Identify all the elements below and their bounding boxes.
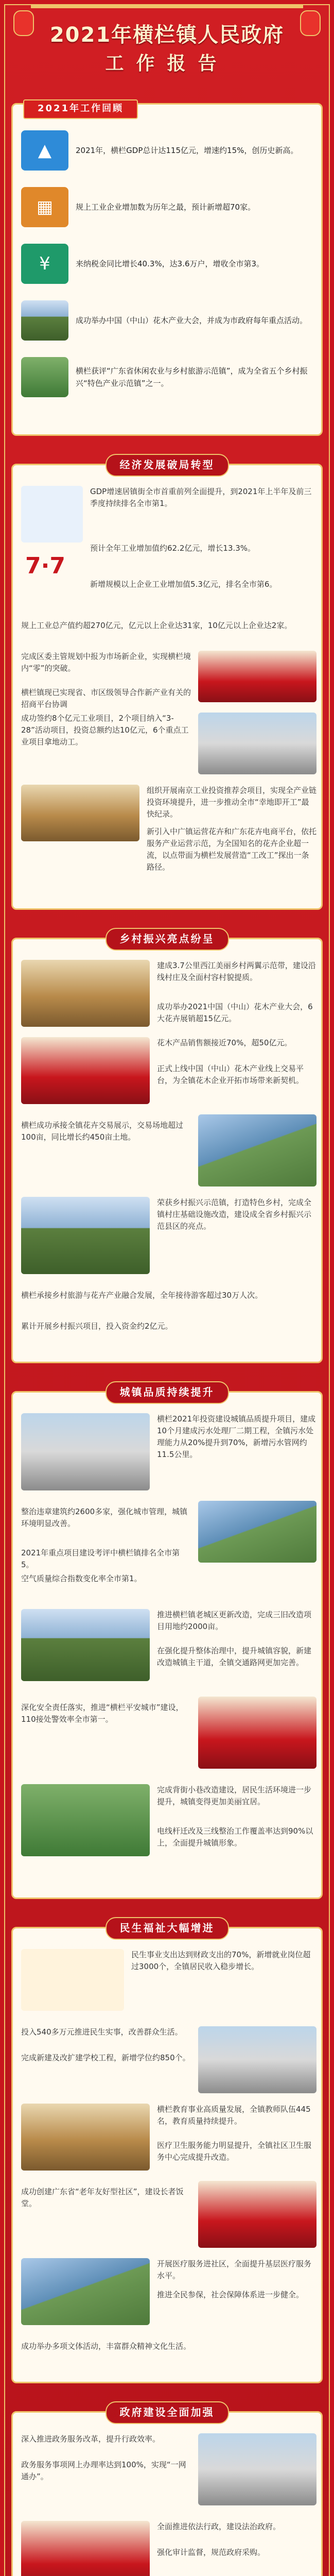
review-text-5: 横栏获评“广东省休闲农业与乡村旅游示范镇”，成为全省五个乡村振兴“特色产业示范镇”之一。 bbox=[76, 366, 308, 388]
economy-text-8: 组织开展南京工业投资推荐会项目，实现全产业链投资环境提升，进一步推动全市“幸地即开工”最快纪录。 bbox=[147, 786, 317, 819]
section-title-economy: 经济发展破局转型 bbox=[106, 454, 229, 477]
elder-care-photo bbox=[198, 2181, 317, 2248]
city-text-1: 横栏2021年投资建设城镇品质提升项目，建成10个月建成污水处理厂二期工程，全镇污水处理能力从20%提升到70%，新增污水管网约11.5公里。 bbox=[157, 1414, 316, 1459]
review-item-4 bbox=[21, 300, 313, 341]
review-text-3: 来纳税金同比增长40.3%，达3.6万户，增收全市第3。 bbox=[76, 259, 265, 268]
government-text-1: 深入推进政务服务改革，提升行政效率。 bbox=[21, 2434, 161, 2444]
livelihood-text-2: 投入540多万元推进民生实事，改善群众生活。 bbox=[21, 2027, 183, 2037]
economy-text-5: 完成区委主管规划中报为市场新企业，实现横栏境内“零”的突破。 bbox=[21, 652, 191, 673]
rural-text-4: 正式上线中国（中山）花木产业线上交易平台，为全镇花木企业开拓市场带来新契机。 bbox=[157, 1064, 304, 1085]
lantern-decoration bbox=[300, 10, 321, 36]
review-item-1 bbox=[21, 130, 313, 171]
alley-photo bbox=[21, 1784, 150, 1856]
school-photo bbox=[198, 2026, 317, 2093]
section-review bbox=[11, 103, 323, 436]
lantern-decoration bbox=[13, 10, 34, 36]
economy-text-1: GDP增速居镇街全市首重前列全面提升，到2021年上半年及前三季度持续排名全市第1。 bbox=[90, 487, 312, 508]
livelihood-text-6: 成功创建广东省“老年友好型社区”，建设长者饭堂。 bbox=[21, 2187, 184, 2208]
coin-icon: ¥ bbox=[21, 244, 68, 284]
ceremony-photo bbox=[21, 1037, 150, 1104]
growth-chart-icon bbox=[21, 486, 83, 543]
sewage-plant-photo bbox=[21, 1413, 150, 1490]
award-photo bbox=[21, 2521, 150, 2576]
hospital-photo bbox=[21, 2258, 150, 2325]
city-text-8: 完成背街小巷改造建设，居民生活环境进一步提升，城镇变得更加美丽宜居。 bbox=[157, 1785, 312, 1806]
government-text-3: 全面推进依法行政，建设法治政府。 bbox=[157, 2522, 281, 2531]
section-economy bbox=[11, 459, 323, 910]
construction-photo bbox=[198, 713, 317, 774]
top-ribbon bbox=[31, 5, 303, 8]
oldtown-photo bbox=[21, 1609, 150, 1681]
service-hall-photo bbox=[198, 2433, 317, 2505]
rural-text-2: 成功举办2021中国（中山）花木产业大会，6大花卉展销超15亿元。 bbox=[157, 1002, 313, 1023]
countryside-photo bbox=[21, 357, 68, 397]
rural-text-1: 建成3.7公里西江美丽乡村两翼示范带，建设沿线村庄及全面村容村貌提质。 bbox=[157, 961, 316, 982]
rural-text-6: 荣获乡村振兴示范镇，打造特色乡村，完成全镇村庄基础设施改造，建设成全省乡村振兴示范县区的亮点。 bbox=[157, 1198, 312, 1231]
review-item-5 bbox=[21, 357, 313, 397]
livelihood-text-8: 推进全民参保，社会保障体系进一步健全。 bbox=[157, 2290, 304, 2299]
section-city bbox=[11, 1386, 323, 1899]
city-text-3: 2021年重点项目建设考评中横栏镇排名全市第5。 bbox=[21, 1548, 180, 1569]
city-text-6: 在强化提升整体治理中，提升城镇容貌，新建改造城镇主干道，全镇交通路网更加完善。 bbox=[157, 1646, 312, 1667]
money-icon bbox=[21, 1949, 124, 2011]
section-title-review: 2021年工作回顾 bbox=[23, 99, 138, 119]
page-title bbox=[0, 21, 334, 78]
review-item-2 bbox=[21, 187, 313, 227]
economy-text-3: 新增规模以上企业工业增加值5.3亿元，排名全市第6。 bbox=[90, 580, 277, 589]
city-text-7: 深化安全责任落实，推进“横栏平安城市”建设，110接处警效率全市第一。 bbox=[21, 1703, 184, 1724]
section-title-livelihood: 民生福祉大幅增进 bbox=[106, 1917, 229, 1940]
economy-text-2: 预计全年工业增加值约62.2亿元，增长13.3%。 bbox=[90, 544, 256, 553]
livelihood-text-7: 开展医疗服务进社区，全面提升基层医疗服务水平。 bbox=[157, 2259, 312, 2280]
event-photo bbox=[21, 785, 139, 841]
rural-text-3: 花木产品销售额接近70%，超50亿元。 bbox=[157, 1038, 292, 1047]
section-livelihood bbox=[11, 1922, 323, 2383]
rural-text-7: 横栏承接乡村旅游与花卉产业融合发展，全年接待游客超过30万人次。 bbox=[21, 1291, 263, 1300]
government-text-4: 强化审计监督，规范政府采购。 bbox=[157, 2548, 266, 2557]
review-text-4: 成功举办中国（中山）花木产业大会，并成为市政府每年重点活动。 bbox=[76, 316, 308, 325]
economy-text-7: 成功签约8个亿元工业项目，2个项目纳入“3-28”活动项目，投资总额约达10亿元，6个重点工业项目拿地动工。 bbox=[21, 714, 189, 747]
section-title-city: 城镇品质持续提升 bbox=[106, 1381, 229, 1404]
livelihood-text-3: 完成新建及改扩建学校工程，新增学位约850个。 bbox=[21, 2053, 190, 2062]
street-photo bbox=[198, 1501, 317, 1563]
livelihood-text-4: 横栏教育事业高质量发展，全镇教师队伍445名，教育质量持续提升。 bbox=[157, 2105, 311, 2126]
factory-icon: ▦ bbox=[21, 187, 68, 227]
title-line-2: 工作报告 bbox=[105, 53, 229, 74]
section-government bbox=[11, 2406, 323, 2576]
rural-text-5: 横栏成功承接全镇花卉交易展示，交易场地超过100亩，同比增长约450亩土地。 bbox=[21, 1121, 184, 1142]
city-text-4: 空气质量综合指数变化率全市第1。 bbox=[21, 1574, 142, 1583]
rural-text-8: 累计开展乡村振兴项目，投入资金约2亿元。 bbox=[21, 1321, 173, 1331]
police-photo bbox=[198, 1697, 317, 1769]
section-rural bbox=[11, 933, 323, 1363]
flower-market-photo bbox=[198, 1114, 317, 1187]
government-text-2: 政务服务事项网上办理率达到100%，实现“一网通办”。 bbox=[21, 2460, 186, 2481]
section-title-rural: 乡村振兴亮点纷呈 bbox=[106, 928, 229, 951]
review-text-1: 2021年，横栏GDP总计达115亿元，增速约15%，创历史新高。 bbox=[76, 146, 298, 155]
countryside-aerial-photo bbox=[21, 1197, 150, 1274]
livelihood-text-9: 成功举办多项文体活动，丰富群众精神文化生活。 bbox=[21, 2342, 191, 2351]
expo-photo bbox=[21, 300, 68, 341]
village-photo bbox=[21, 960, 150, 1027]
review-text-2: 规上工业企业增加数为历年之最，预计新增超70家。 bbox=[76, 202, 256, 212]
city-text-5: 推进横栏镇老城区更新改造，完成三旧改造项目用地约2000亩。 bbox=[157, 1610, 312, 1631]
economy-text-6: 横栏镇现已实现省、市区级领导合作新产业有关的招商平台协调 bbox=[21, 688, 191, 709]
teachers-photo bbox=[21, 2104, 150, 2171]
section-title-government: 政府建设全面加强 bbox=[106, 2401, 229, 2424]
livelihood-text-5: 医疗卫生服务能力明显提升，全镇社区卫生服务中心完成提升改造。 bbox=[157, 2141, 312, 2162]
review-item-3 bbox=[21, 244, 313, 284]
economy-text-9: 新引入中广镇运营花卉和广东花卉电商平台，依托服务产业运营示范，为全国知名的花卉企业超一流，以点带面为横栏发展营造“工改工”探出一条路径。 bbox=[147, 827, 317, 872]
livelihood-text-1: 民生事业支出达到财政支出的70%，新增就业岗位超过3000个，全镇居民收入稳步增长。 bbox=[131, 1950, 311, 1971]
title-line-1: 2021年横栏镇人民政府 bbox=[49, 23, 285, 47]
chart-icon: ▲ bbox=[21, 130, 68, 171]
economy-text-4: 规上工业总产值约超270亿元，亿元以上企业达31家，10亿元以上企业达2家。 bbox=[21, 621, 292, 630]
meeting-photo bbox=[198, 651, 317, 702]
city-text-9: 电线杆迁改及三线整治工作覆盖率达到90%以上，全面提升城镇形象。 bbox=[157, 1826, 313, 1848]
city-text-2: 整治违章建筑约2600多家，强化城市管理，城镇环境明显改善。 bbox=[21, 1507, 188, 1528]
badge-seven: 7·7 bbox=[25, 553, 65, 579]
